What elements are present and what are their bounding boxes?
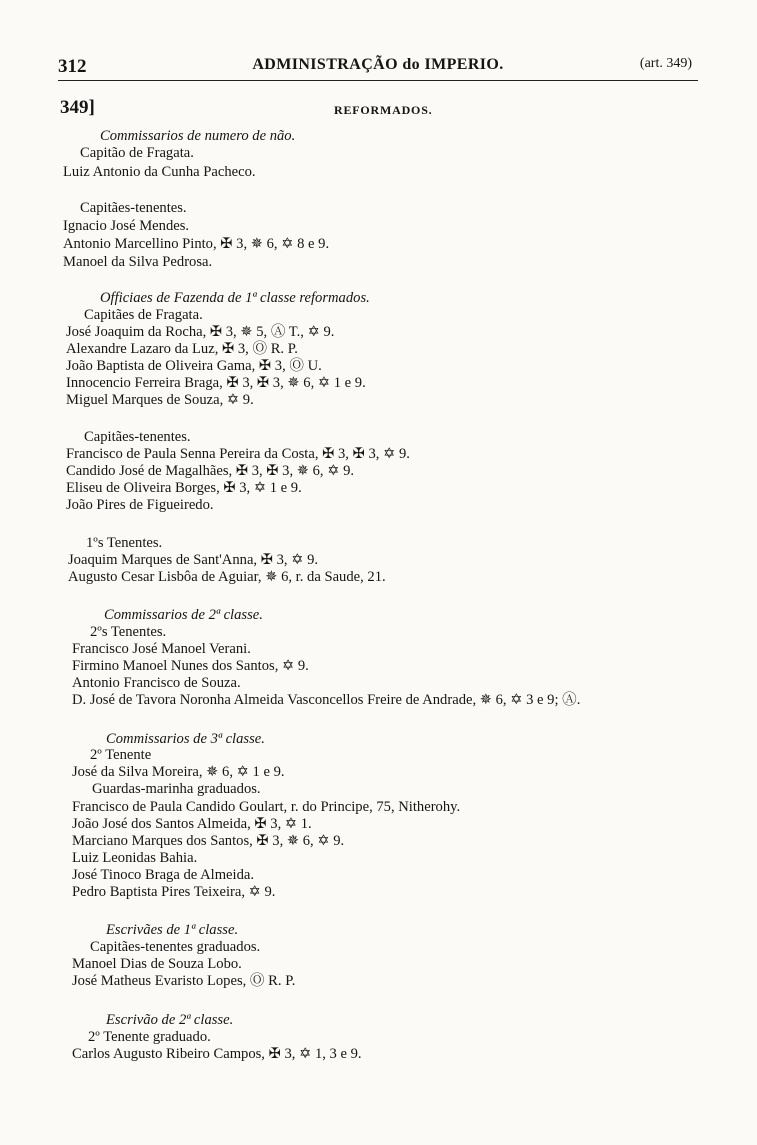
entry-line: Luiz Antonio da Cunha Pacheco. xyxy=(63,164,256,180)
entry-line: D. José de Tavora Noronha Almeida Vasconcellos Freire de Andrade, ✵ 6, ✡ 3 e 9; Ⓐ. xyxy=(72,692,581,708)
rank-heading: Capitães-tenentes. xyxy=(80,200,187,216)
entry-line: Joaquim Marques de Sant'Anna, ✠ 3, ✡ 9. xyxy=(68,552,319,568)
entry-line: José Tinoco Braga de Almeida. xyxy=(72,867,255,883)
rank-heading: Capitães-tenentes. xyxy=(84,429,191,445)
entry-line: Marciano Marques dos Santos, ✠ 3, ✵ 6, ✡ 9. xyxy=(72,833,345,849)
entry-line: João Pires de Figueiredo. xyxy=(66,497,214,513)
entry-line: Miguel Marques de Souza, ✡ 9. xyxy=(66,392,254,408)
article-reference: (art. 349) xyxy=(639,56,692,71)
entry-line: João José dos Santos Almeida, ✠ 3, ✡ 1. xyxy=(72,816,312,832)
page-number: 312 xyxy=(58,56,87,77)
entry-line: Firmino Manoel Nunes dos Santos, ✡ 9. xyxy=(72,658,309,674)
rank-heading: Guardas-marinha graduados. xyxy=(92,781,261,797)
rank-heading: Capitães de Fragata. xyxy=(84,307,203,323)
entry-line: Innocencio Ferreira Braga, ✠ 3, ✠ 3, ✵ 6, ✡ 1 e 9. xyxy=(66,375,366,391)
entry-line: Francisco José Manoel Verani. xyxy=(72,641,251,657)
category-heading: Commissarios de 2ª classe. xyxy=(104,607,263,623)
entry-line: João Baptista de Oliveira Gama, ✠ 3, Ⓞ U. xyxy=(66,358,322,374)
entry-line: Antonio Marcellino Pinto, ✠ 3, ✵ 6, ✡ 8 e 9. xyxy=(63,236,330,252)
entry-line: Manoel Dias de Souza Lobo. xyxy=(72,956,242,972)
entry-line: Augusto Cesar Lisbôa de Aguiar, ✵ 6, r. da Saude, 21. xyxy=(68,569,386,585)
entry-line: Pedro Baptista Pires Teixeira, ✡ 9. xyxy=(72,884,276,900)
category-heading: Officiaes de Fazenda de 1ª classe reformados. xyxy=(100,290,370,306)
category-heading: Commissarios de 3ª classe. xyxy=(106,731,265,747)
rank-heading: Capitães-tenentes graduados. xyxy=(90,939,261,955)
rank-heading: Capitão de Fragata. xyxy=(80,145,194,161)
entry-line: Eliseu de Oliveira Borges, ✠ 3, ✡ 1 e 9. xyxy=(66,480,302,496)
rank-heading: 2º Tenente graduado. xyxy=(88,1029,211,1045)
category-heading: Escrivão de 2ª classe. xyxy=(106,1012,234,1028)
entry-line: Francisco de Paula Candido Goulart, r. do Principe, 75, Nitherohy. xyxy=(72,799,461,815)
entry-line: José da Silva Moreira, ✵ 6, ✡ 1 e 9. xyxy=(72,764,285,780)
running-title: ADMINISTRAÇÃO do IMPERIO. xyxy=(252,56,504,73)
rank-heading: 2º Tenente xyxy=(90,747,152,763)
rank-heading: 1ºs Tenentes. xyxy=(86,535,163,551)
rank-heading: 2ºs Tenentes. xyxy=(90,624,167,640)
entry-line: Francisco de Paula Senna Pereira da Costa, ✠ 3, ✠ 3, ✡ 9. xyxy=(66,446,410,462)
entry-line: Carlos Augusto Ribeiro Campos, ✠ 3, ✡ 1, 3 e 9. xyxy=(72,1046,362,1062)
page-header xyxy=(58,54,698,81)
entry-line: Candido José de Magalhães, ✠ 3, ✠ 3, ✵ 6, ✡ 9. xyxy=(66,463,355,479)
entry-line: Antonio Francisco de Souza. xyxy=(72,675,241,691)
entry-line: José Matheus Evaristo Lopes, Ⓞ R. P. xyxy=(72,973,296,989)
entry-line: Luiz Leonidas Bahia. xyxy=(72,850,198,866)
section-number: 349] xyxy=(60,97,95,118)
entry-line: Ignacio José Mendes. xyxy=(63,218,190,234)
category-heading: Commissarios de numero de não. xyxy=(100,128,296,144)
category-heading: Escrivães de 1ª classe. xyxy=(106,922,239,938)
entry-line: Alexandre Lazaro da Luz, ✠ 3, Ⓞ R. P. xyxy=(66,341,298,357)
entry-line: José Joaquim da Rocha, ✠ 3, ✵ 5, Ⓐ T., ✡ 9. xyxy=(66,324,335,340)
section-title: REFORMADOS. xyxy=(334,103,433,117)
entry-line: Manoel da Silva Pedrosa. xyxy=(63,254,213,270)
